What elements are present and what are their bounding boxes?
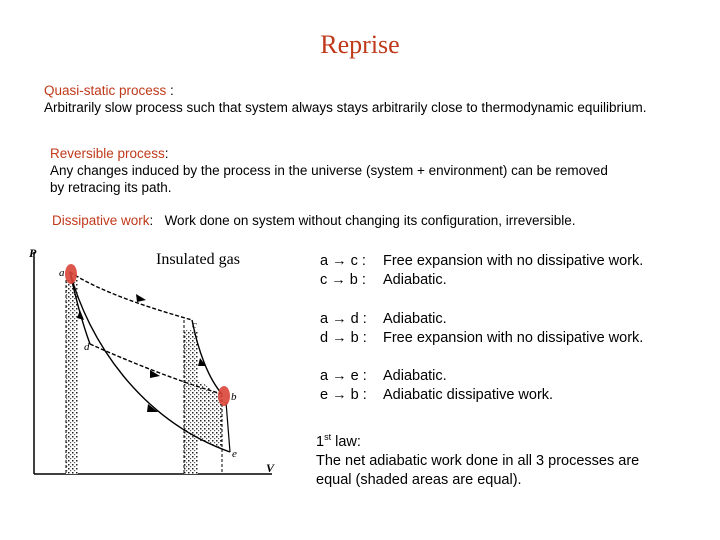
dissipative-definition: Work done on system without changing its configuration, irreversible. <box>164 213 576 228</box>
process-group-3 <box>320 367 553 405</box>
first-law-sup: st <box>324 432 332 442</box>
process-3-step-1: a → e : <box>320 368 367 384</box>
arrow-a-e <box>147 404 158 412</box>
path-e-b <box>226 402 230 452</box>
process-1-text-2: Adiabatic. <box>383 272 447 288</box>
reversible-line-2: by retracing its path. <box>50 180 172 195</box>
dissipative-sep: : <box>149 213 154 228</box>
first-law-lead-rest: law: <box>331 433 361 450</box>
diagram-caption: Insulated gas <box>156 251 240 268</box>
v-axis-label: V <box>266 461 275 475</box>
quasi-static-definition: Arbitrarily slow process such that system always stays arbitrarily close to thermodynamic equilibrium. <box>44 100 647 115</box>
process-group-2 <box>320 310 643 348</box>
reversible-sep: : <box>164 146 169 161</box>
first-law-lead: 1 <box>316 433 325 450</box>
first-law-line-1: The net adiabatic work done in all 3 processes are <box>316 452 640 469</box>
label-e: e <box>232 448 237 460</box>
process-1-step-2: c → b : <box>320 272 366 288</box>
process-2-text-2: Free expansion with no dissipative work. <box>383 330 644 346</box>
process-2-step-1: a → d : <box>320 311 367 327</box>
path-a-c <box>70 272 192 320</box>
process-1-text-1: Free expansion with no dissipative work. <box>383 253 644 269</box>
process-group-1 <box>320 252 643 290</box>
label-d: d <box>84 341 90 353</box>
process-3-step-2: e → b : <box>320 387 367 403</box>
quasi-static-term: Quasi-static process <box>44 83 167 98</box>
dissipative-term: Dissipative work <box>52 213 150 228</box>
point-b-highlight <box>218 386 230 406</box>
first-law-line-2: equal (shaded areas are equal). <box>316 471 522 488</box>
shaded-area-middle <box>184 330 198 474</box>
quasi-static-sep: : <box>166 83 174 98</box>
reversible-term: Reversible process <box>50 146 165 161</box>
process-2-text-1: Adiabatic. <box>383 311 447 327</box>
first-law-block <box>316 428 639 490</box>
point-a-highlight <box>65 264 77 284</box>
label-c: c <box>192 319 197 331</box>
arrow-a-d <box>77 310 84 320</box>
slide-title: Reprise <box>320 30 400 59</box>
p-axis-label: P <box>29 246 37 260</box>
process-1-step-1: a → c : <box>320 253 366 269</box>
process-3-text-1: Adiabatic. <box>383 368 447 384</box>
arrow-a-c <box>136 294 146 302</box>
reversible-line-1: Any changes induced by the process in the universe (system + environment) can be removed <box>50 163 608 178</box>
process-3-text-2: Adiabatic dissipative work. <box>383 387 554 403</box>
shaded-area-left <box>66 280 78 474</box>
arrow-d-b <box>150 370 160 378</box>
process-2-step-2: d → b : <box>320 330 367 346</box>
label-a: a <box>59 267 65 279</box>
label-b: b <box>231 391 237 403</box>
